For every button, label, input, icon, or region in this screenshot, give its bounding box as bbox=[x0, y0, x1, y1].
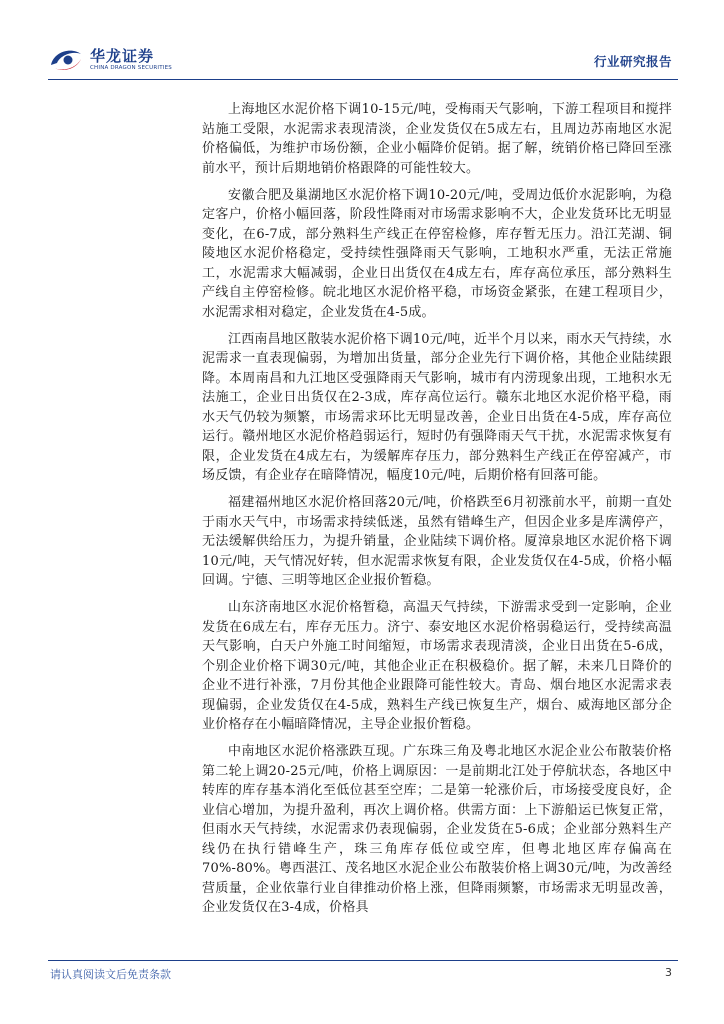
paragraph-jiangxi: 江西南昌地区散装水泥价格下调10元/吨，近半个月以来，雨水天气持续，水泥需求一直表现偏弱，为增加出货量，部分企业先行下调价格，其他企业陆续跟降。本周南昌和九江地区受强降雨天气影响，城市有内涝现象出现，工地积水无法施工，企业日出货仅在2-3成，库存高位运行。赣东北地区水泥价格平稳，雨水天气仍较为频繁，市场需求环比无明显改善，企业日出货在4-5成，库存高位运行。赣州地区水泥价格趋弱运行，短时仍有强降雨天气干扰，水泥需求恢复有限，企业发货在4成左右，为缓解库存压力，部分熟料生产线正在停窑减产，市场反馈，有企业存在暗降情况，幅度10元/吨，后期价格有回落可能。 bbox=[202, 331, 672, 483]
disclaimer-link[interactable]: 请认真阅读文后免责条款 bbox=[50, 968, 171, 981]
paragraph-central-south: 中南地区水泥价格涨跌互现。广东珠三角及粤北地区水泥企业公布散装价格第二轮上调20-25元/吨，价格上调原因：一是前期北江处于停航状态，各地区中转库的库存基本消化至低位甚至空库；二是第一轮涨价后，市场接受度良好，企业信心增加，为提升盈利，再次上调价格。供需方面：上下游船运已恢复正常，但雨水天气持续，水泥需求仍表现偏弱，企业发货在5-6成；企业部分熟料生产线仍在执行错峰生产，珠三角库存低位或空库，但粤北地区库存偏高在70%-80%。粤西湛江、茂名地区水泥企业公布散装价格上调30元/吨，为改善经营质量，企业依靠行业自律推动价格上涨，但降雨频繁，市场需求无明显改善，企业发货仅在3-4成，价格具 bbox=[202, 744, 672, 915]
paragraph-fujian: 福建福州地区水泥价格回落20元/吨，价格跌至6月初涨前水平，前期一直处于雨水天气中，市场需求持续低迷，虽然有错峰生产，但因企业多是库满停产，无法缓解供给压力，为提升销量，企业陆续下调价格。厦漳泉地区水泥价格下调10元/吨，天气情况好转，但水泥需求恢复有限，企业发货仅在4-5成，价格小幅回调。宁德、三明等地区企业报价暂稳。 bbox=[202, 495, 672, 588]
paragraph-anhui: 安徽合肥及巢湖地区水泥价格下调10-20元/吨，受周边低价水泥影响，为稳定客户，价格小幅回落，阶段性降雨对市场需求影响不大，企业发货环比无明显变化，在6-7成，部分熟料生产线正在停窑检修，库存暂无压力。沿江芜湖、铜陵地区水泥价格稳定，受持续性强降雨天气影响，工地积水严重，无法正常施工，水泥需求大幅减弱，企业日出货仅在4成左右，库存高位承压，部分熟料生产线自主停窑检修。皖北地区水泥价格平稳，市场资金紧张，在建工程项目少，水泥需求相对稳定，企业发货在4-5成。 bbox=[202, 187, 672, 320]
dragon-logo-icon bbox=[48, 45, 84, 75]
page-header bbox=[48, 42, 676, 78]
logo-chinese-name: 华龙证券 bbox=[90, 47, 155, 65]
page-number: 3 bbox=[665, 966, 672, 979]
paragraph-shanghai: 上海地区水泥价格下调10-15元/吨，受梅雨天气影响，下游工程项目和搅拌站施工受限，水泥需求表现清淡，企业发货仅在5成左右，且周边苏南地区水泥价格偏低，为维护市场份额，企业小幅降价促销。据了解，统销价格已降回至涨前水平，预计后期地销价格跟降的可能性较大。 bbox=[202, 102, 672, 176]
header-divider bbox=[48, 79, 678, 80]
footer-divider bbox=[48, 960, 678, 961]
article-body bbox=[202, 100, 672, 925]
company-logo bbox=[48, 42, 172, 78]
logo-english-name: CHINA DRAGON SECURITIES bbox=[90, 65, 173, 71]
paragraph-shandong: 山东济南地区水泥价格暂稳，高温天气持续，下游需求受到一定影响，企业发货在6成左右，库存无压力。济宁、泰安地区水泥价格弱稳运行，受持续高温天气影响，白天户外施工时间缩短，市场需求表现清淡，企业日出货在5-6成，个别企业价格下调30元/吨，其他企业正在积极稳价。据了解，未来几日降价的企业不进行补涨，7月份其他企业跟降可能性较大。青岛、烟台地区水泥需求表现偏弱，企业发货仅在4-5成，熟料生产线已恢复生产，烟台、威海地区部分企业价格存在小幅暗降情况，主导企业报价暂稳。 bbox=[202, 600, 672, 732]
report-type-label: 行业研究报告 bbox=[593, 54, 672, 69]
